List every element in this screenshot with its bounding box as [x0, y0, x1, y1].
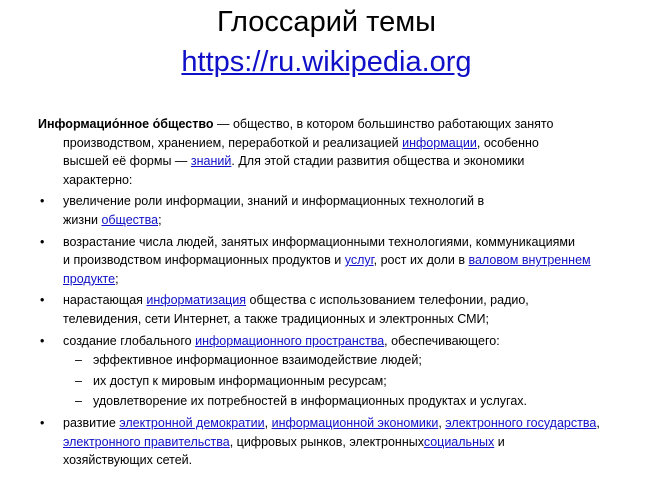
- link-info-economy[interactable]: информационной экономики: [271, 415, 439, 430]
- link-e-state[interactable]: электронного государства: [445, 415, 597, 430]
- intro-term: Информацио́нное о́бщество: [38, 117, 214, 131]
- link-informatization[interactable]: информатизация: [146, 293, 247, 308]
- bullet-text: и производством информационных продуктов и: [63, 253, 345, 268]
- bullet-marker: •: [40, 415, 45, 430]
- bullet-text: , рост их доли в: [373, 253, 469, 268]
- bullet-marker: •: [40, 293, 45, 308]
- intro-text: . Для этой стадии развития общества и экономики: [231, 154, 525, 169]
- characteristics-list: [38, 192, 618, 469]
- bullet-text: создание глобального: [63, 333, 196, 348]
- list-item: [38, 332, 618, 411]
- bullet-marker: •: [40, 234, 45, 249]
- bullet-text: возрастание числа людей, занятых информационными технологиями, коммуникациями: [63, 234, 575, 249]
- list-item: [38, 291, 618, 328]
- bullet-text: , обеспечивающего:: [384, 333, 500, 348]
- separator: ,: [438, 415, 446, 430]
- list-item: [38, 414, 618, 470]
- sub-item-text: эффективное информационное взаимодействие людей;: [93, 353, 422, 368]
- link-e-government[interactable]: электронного правительства: [63, 434, 230, 449]
- sub-list: [63, 351, 618, 411]
- bullet-text: и: [494, 434, 505, 449]
- glossary-body: [38, 115, 618, 473]
- link-e-democracy[interactable]: электронной демократии: [119, 415, 265, 430]
- bullet-text: хозяйствующих сетей.: [63, 453, 193, 468]
- intro-text: производством, хранением, переработкой и реализацией: [63, 135, 403, 150]
- sub-item-text: удовлетворение их потребностей в информационных продуктах и услугах.: [93, 394, 528, 409]
- bullet-text: , цифровых рынков, электронных: [229, 434, 424, 449]
- intro-text: высшей её формы —: [63, 154, 191, 169]
- link-knowledge[interactable]: знаний: [190, 154, 232, 169]
- intro-paragraph: [38, 115, 618, 189]
- bullet-text: нарастающая: [63, 293, 147, 308]
- bullet-text: телевидения, сети Интернет, а также традиционных и электронных СМИ;: [63, 311, 489, 326]
- link-services[interactable]: услуг: [344, 253, 374, 268]
- link-social[interactable]: социальных: [423, 434, 495, 449]
- intro-line-3: [38, 152, 618, 171]
- link-society[interactable]: общества: [101, 212, 159, 227]
- intro-line-4: характерно:: [63, 172, 133, 187]
- dash-marker: –: [75, 353, 82, 368]
- bullet-text: жизни: [63, 212, 102, 227]
- link-gdp[interactable]: валовом внутреннем продукте: [63, 253, 591, 286]
- dash-marker: –: [75, 394, 82, 409]
- bullet-text: общества с использованием телефонии, радио,: [246, 293, 529, 308]
- sub-list-item: [63, 392, 618, 411]
- sub-list-item: [63, 372, 618, 391]
- intro-text: — общество, в котором большинство работающих занято: [213, 117, 554, 131]
- bullet-marker: •: [40, 333, 45, 348]
- dash-marker: –: [75, 373, 82, 388]
- intro-text: , особенно: [476, 135, 539, 150]
- bullet-text: ;: [115, 271, 119, 286]
- link-information-space[interactable]: информационного пространства: [195, 333, 385, 348]
- link-information[interactable]: информации: [402, 135, 477, 150]
- intro-line-1: [38, 115, 618, 134]
- sub-item-text: их доступ к мировым информационным ресурсам;: [93, 373, 387, 388]
- bullet-marker: •: [40, 194, 45, 209]
- separator: ,: [264, 415, 272, 430]
- bullet-text: увеличение роли информации, знаний и информационных технологий в: [63, 194, 485, 209]
- separator: ,: [596, 415, 600, 430]
- slide-title: Глоссарий темы: [216, 6, 437, 38]
- list-item: [38, 192, 618, 229]
- source-url-line: [0, 44, 653, 80]
- list-item: [38, 233, 618, 289]
- source-url-link[interactable]: https://ru.wikipedia.org: [181, 46, 472, 78]
- sub-list-item: [63, 351, 618, 370]
- bullet-text: развитие: [63, 415, 120, 430]
- intro-line-2: [38, 134, 618, 153]
- bullet-text: ;: [158, 212, 162, 227]
